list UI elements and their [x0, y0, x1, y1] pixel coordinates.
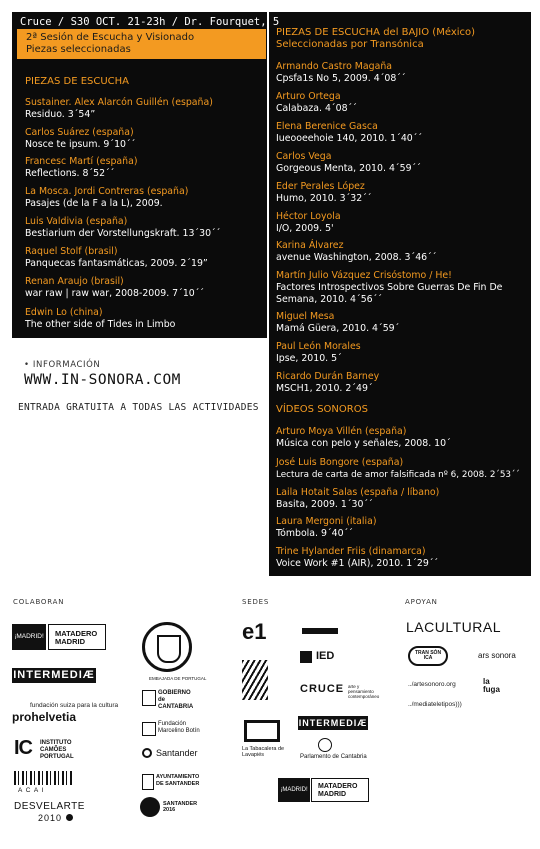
- santander-logo: Santander: [156, 748, 198, 758]
- ied-icon: [300, 651, 312, 663]
- ied-logo: IED: [316, 650, 335, 662]
- artist-name: Raquel Stolf (brasil): [25, 246, 118, 257]
- list-item: [25, 246, 208, 270]
- dot-icon: [66, 814, 73, 821]
- intermediae-logo: INTERMEDIÆ: [13, 669, 95, 681]
- artist-name: José Luis Bongore (españa): [276, 457, 404, 468]
- video-section-title: VÍDEOS SONOROS: [276, 404, 368, 415]
- acai-barcode: [14, 771, 72, 785]
- list-item: [276, 240, 437, 264]
- tabacalera-icon: [244, 720, 280, 742]
- piece-title: Bestiarium der Vorstellungskraft. 13´30´´: [25, 228, 221, 239]
- piece-title: Calabaza. 4´08´´: [276, 103, 357, 114]
- piece-title: MSCH1, 2010. 2´49´: [276, 383, 373, 394]
- santander-flame-icon: [142, 748, 152, 758]
- piece-title: Iueooeehoie 140, 2010. 1´40´´: [276, 133, 423, 144]
- artist-name: Carlos Suárez (españa): [25, 127, 134, 138]
- artist-name: Ricardo Durán Barney: [276, 371, 380, 382]
- piece-title: I/O, 2009. 5': [276, 223, 334, 234]
- arssonora-url[interactable]: ../artesonoro.org: [408, 681, 456, 688]
- piece-title: Cpsfa1s No 5, 2009. 4´08´´: [276, 73, 406, 84]
- camoes-mark: IC: [14, 737, 32, 759]
- colaboran-heading: COLABORAN: [13, 598, 65, 606]
- piece-title: avenue Washington, 2008. 3´46´´: [276, 252, 437, 263]
- apoyan-heading: APOYAN: [405, 598, 438, 606]
- matadero-logo: [48, 624, 106, 650]
- sedes-heading: SEDES: [242, 598, 270, 606]
- list-item: [276, 311, 399, 335]
- embajada-caption: EMBAJADA DE PORTUGAL: [149, 676, 207, 681]
- list-item: [276, 371, 379, 395]
- cruce-small-icon: [302, 628, 338, 634]
- list-item: [276, 426, 451, 450]
- artist-name: Laura Mergoni (italia): [276, 516, 377, 527]
- piece-title: The other side of Tides in Limbo: [25, 319, 176, 330]
- artist-name: Karina Álvarez: [276, 240, 344, 251]
- list-item: [276, 516, 377, 540]
- list-item: [25, 186, 188, 210]
- transonica-logo: TRAN SÓN ICA: [408, 646, 448, 666]
- list-item: [276, 121, 422, 145]
- botin-logo: Fundación Marcelino Botín: [158, 721, 200, 734]
- list-item: [276, 151, 421, 175]
- santander2016-logo: SANTANDER 2016: [163, 801, 198, 813]
- list-item: [276, 61, 406, 85]
- artist-name: Carlos Vega: [276, 151, 332, 162]
- prohelvetia-logo: prohelvetia: [12, 710, 77, 724]
- gobierno-cantabria-logo: GOBIERNO de CANTABRIA: [158, 690, 194, 710]
- list-item: [25, 307, 175, 331]
- list-item: [276, 341, 361, 365]
- artist-name: La Mosca. Jordi Contreras (españa): [25, 186, 189, 197]
- artist-name: Elena Berenice Gasca: [276, 121, 378, 132]
- artist-name: Renan Araujo (brasil): [25, 276, 124, 287]
- website-link[interactable]: WWW.IN-SONORA.COM: [24, 372, 181, 388]
- piece-title: Lectura de carta de amor falsificada nº 6, 2008. 2´53´´: [276, 470, 520, 480]
- piece-title: Mamá Güera, 2010. 4´59´: [276, 323, 400, 334]
- artist-name: Sustainer. Alex Alarcón Guillén (españa): [25, 97, 213, 108]
- list-item: [276, 457, 520, 481]
- session-title: 2ª Sesión de Escucha y Visionado: [26, 32, 195, 43]
- piece-title: Residuo. 3´54”: [25, 109, 96, 120]
- info-label: • INFORMACIÓN: [24, 360, 101, 370]
- palm-icon: [242, 660, 268, 700]
- right-section-title: PIEZAS DE ESCUCHA del BAJIO (México): [276, 27, 476, 38]
- piece-title: Ipse, 2010. 5´: [276, 353, 342, 364]
- madrid-logo-2: ¡MADRID!: [278, 778, 310, 802]
- list-item: [25, 276, 204, 300]
- piece-title: Música con pelo y señales, 2008. 10´: [276, 438, 451, 449]
- madrid-logo: ¡MADRID!: [12, 624, 46, 650]
- desvelarte-logo: DESVELARTE: [14, 801, 85, 812]
- matadero-text: MATADERO MADRID: [55, 629, 98, 646]
- left-section-title: PIEZAS DE ESCUCHA: [25, 76, 130, 87]
- list-item: [276, 487, 439, 511]
- piece-title: Reflections. 8´52´´: [25, 168, 115, 179]
- piece-title: Factores Introspectivos Sobre Guerras De Fin De Semana, 2010. 4´56´´: [276, 282, 503, 305]
- arssonora-logo: ars sonora: [478, 651, 516, 660]
- acai-logo: A C A I: [18, 787, 45, 794]
- list-item: [276, 91, 357, 115]
- botin-icon: [142, 722, 156, 736]
- artist-name: Héctor Loyola: [276, 211, 341, 222]
- artist-name: Martín Julio Vázquez Crisóstomo / He!: [276, 270, 452, 281]
- coat-of-arms-icon: [142, 622, 192, 672]
- artist-name: Arturo Ortega: [276, 91, 341, 102]
- right-section-subtitle: Seleccionadas por Transónica: [276, 39, 424, 50]
- info-block: [24, 360, 181, 388]
- list-item: [25, 156, 138, 180]
- artist-name: Arturo Moya Villén (españa): [276, 426, 407, 437]
- artist-name: Trine Hylander Friis (dinamarca): [276, 546, 426, 557]
- santander2016-icon: [140, 797, 160, 817]
- piece-title: Voice Work #1 (AIR), 2010. 1´29´´: [276, 558, 439, 569]
- list-item: [276, 211, 341, 235]
- desvelarte-year: 2010: [38, 813, 73, 823]
- artist-name: Miguel Mesa: [276, 311, 335, 322]
- list-item: [276, 546, 438, 570]
- list-item: [25, 216, 220, 240]
- list-item: [276, 181, 372, 205]
- suiza-caption: fundación suiza para la cultura: [30, 702, 119, 709]
- mediateletipos-url[interactable]: ../mediateletipos))): [408, 701, 462, 708]
- piece-title: Pasajes (de la F a la L), 2009.: [25, 198, 163, 209]
- piece-title: war raw | raw war, 2008-2009. 7´10´´: [25, 288, 205, 299]
- cantabria-shield-icon: [142, 690, 156, 706]
- list-item: [276, 270, 528, 306]
- lacultural-logo: LACULTURAL: [406, 619, 501, 635]
- list-item: [25, 127, 135, 151]
- lafuga-logo: la fuga: [483, 677, 500, 694]
- camoes-logo: INSTITUTO CAMÕES PORTUGAL: [40, 740, 74, 760]
- artist-name: Francesc Martí (españa): [25, 156, 138, 167]
- ayto-santander-logo: AYUNTAMIENTO DE SANTANDER: [156, 774, 200, 787]
- tabacalera-logo: La Tabacalera de Lavapiés: [242, 746, 285, 758]
- session-banner: [17, 29, 266, 59]
- parlamento-icon: [318, 738, 332, 752]
- e1-logo: e1: [242, 619, 267, 644]
- artist-name: Paul León Morales: [276, 341, 361, 352]
- artist-name: Luis Valdivia (españa): [25, 216, 128, 227]
- piece-title: Nosce te ipsum. 9´10´´: [25, 139, 136, 150]
- piece-title: Gorgeous Menta, 2010. 4´59´´: [276, 163, 421, 174]
- piece-title: Humo, 2010. 3´32´´: [276, 193, 372, 204]
- ayto-shield-icon: [142, 774, 154, 790]
- piece-title: Tómbola. 9´40´´: [276, 528, 353, 539]
- artist-name: Armando Castro Magaña: [276, 61, 393, 72]
- artist-name: Laila Hotait Salas (españa / líbano): [276, 487, 440, 498]
- cruce-logo: CRUCE: [300, 683, 345, 695]
- piece-title: Panquecas fantasmáticas, 2009. 2´19”: [25, 258, 208, 269]
- free-entry-note: ENTRADA GRATUITA A TODAS LAS ACTIVIDADES: [18, 402, 259, 413]
- event-header: Cruce / S30 OCT. 21-23h / Dr. Fourquet, 5: [20, 16, 280, 28]
- list-item: [25, 97, 213, 121]
- intermediae-logo-2: INTERMEDIÆ: [298, 718, 368, 728]
- artist-name: Eder Perales López: [276, 181, 365, 192]
- artist-name: Edwin Lo (china): [25, 307, 103, 318]
- session-subtitle: Piezas seleccionadas: [26, 44, 131, 55]
- parlamento-logo: Parlamento de Cantabria: [300, 754, 367, 760]
- cruce-subtitle: arte y pensamiento contemporáneo: [348, 684, 380, 699]
- matadero-text: MATADERO MADRID: [318, 783, 358, 798]
- matadero-logo-2: [311, 778, 369, 802]
- piece-title: Basita, 2009. 1´30´´: [276, 499, 373, 510]
